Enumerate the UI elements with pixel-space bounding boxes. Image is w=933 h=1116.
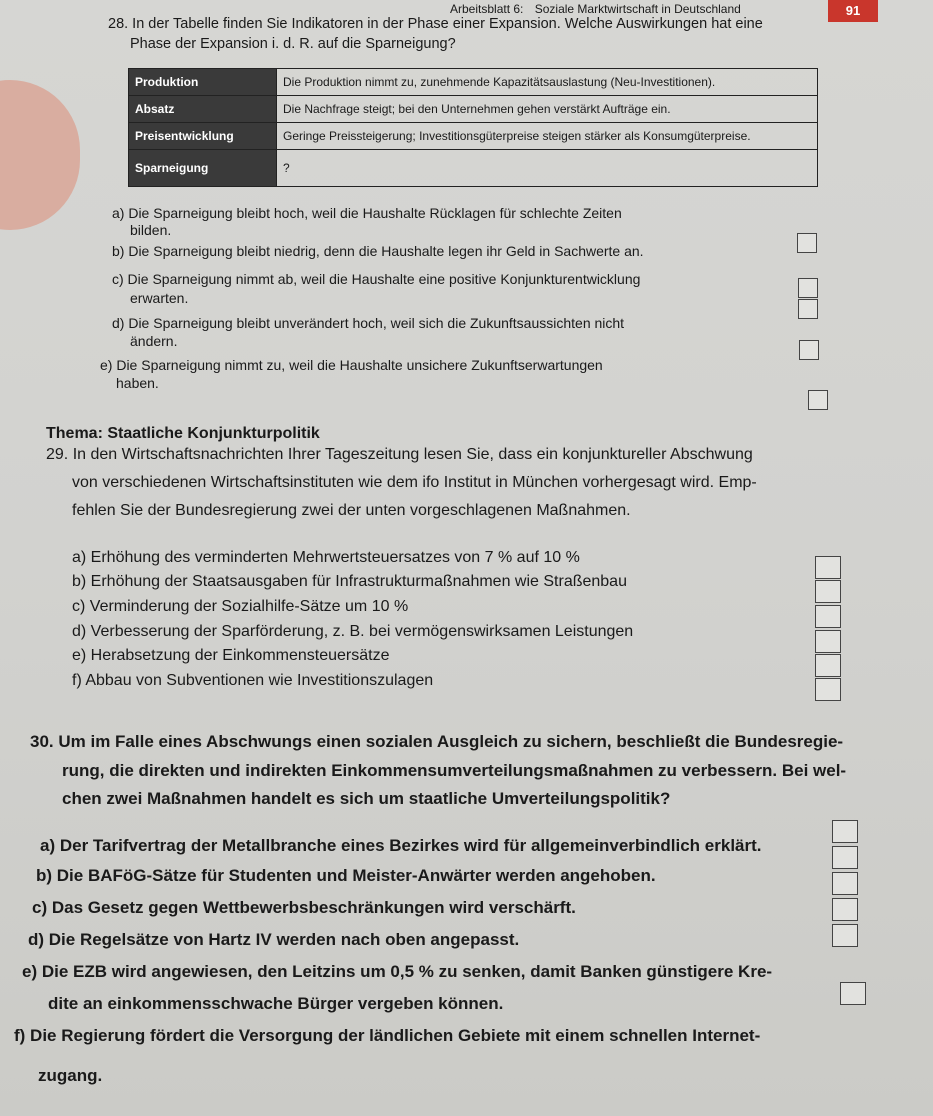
indicator-table [128, 68, 818, 187]
table-row [129, 123, 818, 150]
checkbox-q29-e[interactable] [815, 654, 841, 677]
q28-option-a: a) Die Sparneigung bleibt hoch, weil die Haushalte Rücklagen für schlechte Zeiten [112, 205, 622, 221]
checkbox-q29-f[interactable] [815, 678, 841, 701]
q29-option-c: c) Verminderung der Sozialhilfe-Sätze um 10 % [72, 598, 409, 615]
q30-option-b: b) Die BAFöG-Sätze für Studenten und Meister-Anwärter werden angehoben. [36, 866, 656, 885]
q28-option-e-cont: haben. [116, 375, 159, 391]
table-value: Geringe Preissteigerung; Investitionsgüterpreise steigen stärker als Konsumgüterpreise. [277, 123, 818, 150]
topic-heading: Thema: Staatliche Konjunkturpolitik [46, 425, 320, 442]
q28-option-d: d) Die Sparneigung bleibt unverändert hoch, weil sich die Zukunftsaussichten nicht [112, 315, 625, 331]
checkbox-q28-a[interactable] [797, 233, 817, 253]
q29-line-1: 29. In den Wirtschaftsnachrichten Ihrer Tageszeitung lesen Sie, dass ein konjunktureller Abschwung [46, 446, 753, 463]
checkbox-q29-b[interactable] [815, 580, 841, 603]
table-value: ? [277, 150, 818, 187]
q28-option-c-cont: erwarten. [130, 290, 189, 306]
q29-line-3: fehlen Sie der Bundesregierung zwei der unten vorgeschlagenen Maßnahmen. [72, 502, 631, 519]
q28-option-b: b) Die Sparneigung bleibt niedrig, denn die Haushalte legen ihr Geld in Sachwerte an. [112, 243, 644, 259]
table-key: Produktion [129, 69, 277, 96]
header-subtitle: Soziale Marktwirtschaft in Deutschland [534, 2, 741, 16]
header-title: Arbeitsblatt 6: [450, 2, 524, 16]
checkbox-q30-c[interactable] [832, 872, 858, 895]
checkbox-q30-a[interactable] [832, 820, 858, 843]
q29-option-e: e) Herabsetzung der Einkommensteuersätze [72, 647, 390, 664]
q30-option-f-cont: zugang. [38, 1066, 103, 1085]
table-row [129, 69, 818, 96]
checkbox-q30-d[interactable] [832, 898, 858, 921]
q30-line-1: 30. Um im Falle eines Abschwungs einen sozialen Ausgleich zu sichern, beschließt die Bundesregie- [30, 732, 844, 751]
checkbox-q29-d[interactable] [815, 630, 841, 653]
checkbox-q29-c[interactable] [815, 605, 841, 628]
q28-line-1: 28. In der Tabelle finden Sie Indikatoren in der Phase einer Expansion. Welche Auswirkungen hat eine [108, 16, 763, 32]
q29-line-2: von verschiedenen Wirtschaftsinstituten wie dem ifo Institut in München vorhergesagt wird. Emp- [72, 474, 757, 491]
q30-option-d: d) Die Regelsätze von Hartz IV werden nach oben angepasst. [28, 930, 520, 949]
checkbox-q30-e[interactable] [832, 924, 858, 947]
q30-option-e-cont: dite an einkommensschwache Bürger vergeben können. [48, 994, 504, 1013]
checkbox-q28-e[interactable] [808, 390, 828, 410]
q29-option-b: b) Erhöhung der Staatsausgaben für Infrastrukturmaßnahmen wie Straßenbau [72, 573, 627, 590]
q28-option-a-cont: bilden. [130, 222, 172, 238]
q29-option-d: d) Verbesserung der Sparförderung, z. B. bei vermögenswirksamen Leistungen [72, 623, 634, 640]
checkbox-q29-a[interactable] [815, 556, 841, 579]
page-header [450, 2, 741, 16]
q28-option-d-cont: ändern. [130, 333, 178, 349]
q30-option-f: f) Die Regierung fördert die Versorgung der ländlichen Gebiete mit einem schnellen Internet- [14, 1026, 761, 1045]
checkbox-q28-c[interactable] [798, 299, 818, 319]
page-number: 91 [828, 0, 878, 22]
q28-option-c: c) Die Sparneigung nimmt ab, weil die Haushalte eine positive Konjunkturentwicklung [112, 271, 641, 287]
checkbox-q30-b[interactable] [832, 846, 858, 869]
q30-option-a: a) Der Tarifvertrag der Metallbranche eines Bezirkes wird für allgemeinverbindlich erklärt. [40, 836, 762, 855]
table-key: Absatz [129, 96, 277, 123]
table-row [129, 96, 818, 123]
table-key: Sparneigung [129, 150, 277, 187]
checkbox-q28-d[interactable] [799, 340, 819, 360]
q28-option-e: e) Die Sparneigung nimmt zu, weil die Haushalte unsichere Zukunftserwartungen [100, 357, 603, 373]
q30-line-3: chen zwei Maßnahmen handelt es sich um staatliche Umverteilungspolitik? [62, 789, 671, 808]
q30-line-2: rung, die direkten und indirekten Einkommensumverteilungsmaßnahmen zu verbessern. Bei wel- [62, 761, 847, 780]
checkbox-q30-f[interactable] [840, 982, 866, 1005]
table-value: Die Produktion nimmt zu, zunehmende Kapazitätsauslastung (Neu-Investitionen). [277, 69, 818, 96]
q29-option-a: a) Erhöhung des verminderten Mehrwertsteuersatzes von 7 % auf 10 % [72, 549, 580, 566]
q30-option-c: c) Das Gesetz gegen Wettbewerbsbeschränkungen wird verschärft. [32, 898, 576, 917]
table-value: Die Nachfrage steigt; bei den Unternehmen gehen verstärkt Aufträge ein. [277, 96, 818, 123]
q30-option-e: e) Die EZB wird angewiesen, den Leitzins um 0,5 % zu senken, damit Banken günstigere Kre- [22, 962, 773, 981]
checkbox-q28-b[interactable] [798, 278, 818, 298]
finger-shape [0, 80, 80, 230]
table-key: Preisentwicklung [129, 123, 277, 150]
q29-option-f: f) Abbau von Subventionen wie Investitionszulagen [72, 672, 434, 689]
table-row [129, 150, 818, 187]
q28-line-2: Phase der Expansion i. d. R. auf die Sparneigung? [130, 36, 456, 52]
